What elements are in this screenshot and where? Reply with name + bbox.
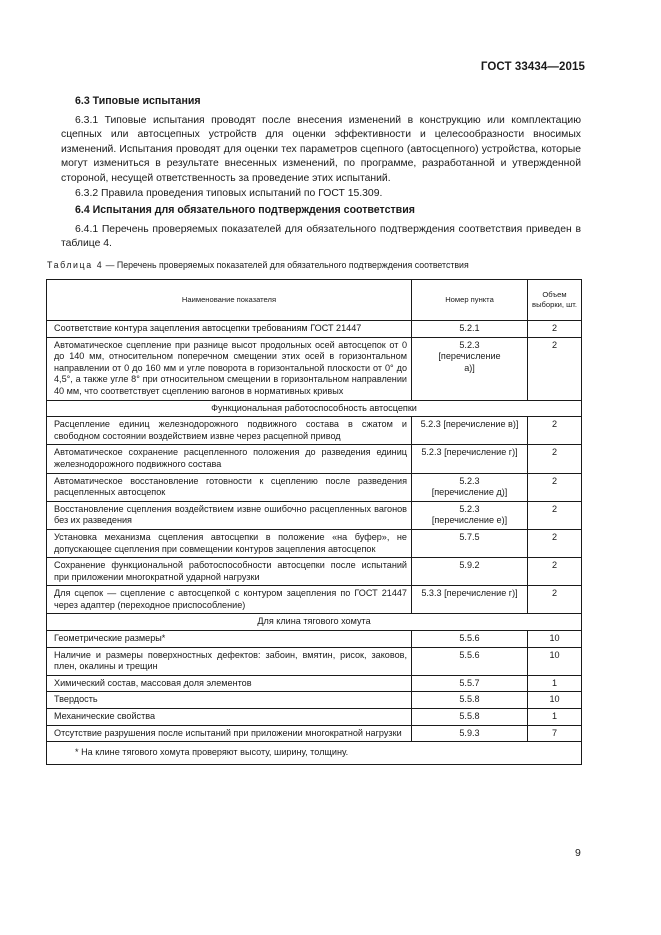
row-clause: 5.3.3 [перечисление г)] [412, 586, 528, 614]
table-footnote-row [47, 742, 582, 765]
row-clause: 5.2.3 [перечисление а)] [412, 337, 528, 400]
table-row [47, 473, 582, 501]
row-clause: 5.5.6 [412, 647, 528, 675]
row-volume: 2 [528, 501, 582, 529]
paragraph-6-3-2: 6.3.2 Правила проведения типовых испытаний по ГОСТ 15.309. [75, 187, 383, 199]
row-volume: 10 [528, 692, 582, 709]
row-clause: 5.9.2 [412, 558, 528, 586]
table-row [47, 647, 582, 675]
row-volume: 2 [528, 558, 582, 586]
row-name: Химический состав, массовая доля элементов [47, 675, 412, 692]
table-row [47, 692, 582, 709]
row-name: Расцепление единиц железнодорожного подвижного состава в сжатом и свободном состоянии воздействием извне через расцепной привод [47, 417, 412, 445]
table-row [47, 417, 582, 445]
row-volume: 2 [528, 321, 582, 338]
column-header-name: Наименование показателя [47, 280, 412, 321]
table-row [47, 586, 582, 614]
row-volume: 10 [528, 631, 582, 648]
table-row [47, 337, 582, 400]
row-volume: 2 [528, 417, 582, 445]
row-name: Автоматическое сцепление при разнице высот продольных осей автосцепок от 0 до 140 мм, относительном поперечном смещении этих осей в горизонтальном направлении от 0 до 160 мм и угле поворота в горизонтальной плоскости от 0° до 4,5°, а также угле 8° при относительном смещении в горизонтальном направлении 40 мм, что соответствует сцеплению вагонов в нормативных кривых [47, 337, 412, 400]
row-clause: 5.2.3 [перечисление д)] [412, 473, 528, 501]
table-row [47, 709, 582, 726]
section-6-4 [61, 203, 581, 252]
table-caption [47, 260, 587, 271]
table-row [47, 501, 582, 529]
table-row [47, 558, 582, 586]
table-row [47, 725, 582, 742]
row-name: Автоматическое восстановление готовности к сцеплению после разведения расцепленных автосцепок [47, 473, 412, 501]
table-caption-text: — Перечень проверяемых показателей для обязательного подтверждения соответствия [103, 260, 469, 270]
row-name: Механические свойства [47, 709, 412, 726]
row-name: Наличие и размеры поверхностных дефектов: забоин, вмятин, рисок, заковов, плен, окалины и трещин [47, 647, 412, 675]
section-6-3 [61, 94, 581, 201]
table-header-row [47, 280, 582, 321]
row-clause: 5.7.5 [412, 529, 528, 557]
row-clause: 5.5.8 [412, 709, 528, 726]
table-footnote: * На клине тягового хомута проверяют высоту, ширину, толщину. [47, 742, 582, 765]
row-volume: 1 [528, 675, 582, 692]
row-clause: 5.2.3 [перечисление е)] [412, 501, 528, 529]
section-6-4-title: 6.4 Испытания для обязательного подтверждения соответствия [75, 204, 415, 216]
row-name: Установка механизма сцепления автосцепки в положение «на буфер», не допускающее сцепления при совмещении контуров зацепления автосцепок [47, 529, 412, 557]
row-name: Сохранение функциональной работоспособности автосцепки после испытаний при приложении многократной ударной нагрузки [47, 558, 412, 586]
column-header-clause: Номер пункта [412, 280, 528, 321]
row-clause: 5.5.8 [412, 692, 528, 709]
section-6-3-title: 6.3 Типовые испытания [75, 95, 201, 107]
row-name: Автоматическое сохранение расцепленного положения до разведения единиц железнодорожного подвижного состава [47, 445, 412, 473]
table-caption-label: Таблица 4 [47, 260, 104, 270]
row-name: Твердость [47, 692, 412, 709]
row-clause: 5.5.6 [412, 631, 528, 648]
row-volume: 10 [528, 647, 582, 675]
row-volume: 1 [528, 709, 582, 726]
row-name: Восстановление сцепления воздействием извне ошибочно расцепленных вагонов без их разведения [47, 501, 412, 529]
group-heading-draft-key: Для клина тягового хомута [47, 614, 582, 631]
row-clause: 5.9.3 [412, 725, 528, 742]
row-volume: 2 [528, 586, 582, 614]
table-group-row [47, 400, 582, 417]
document-number: ГОСТ 33434—2015 [480, 61, 585, 73]
row-volume: 2 [528, 445, 582, 473]
row-name: Для сцепок — сцепление с автосцепкой с контуром зацепления по ГОСТ 21447 через адаптер (переходное приспособление) [47, 586, 412, 614]
requirements-table [46, 279, 582, 765]
row-volume: 2 [528, 529, 582, 557]
row-volume: 2 [528, 337, 582, 400]
row-clause: 5.2.3 [перечисление г)] [412, 445, 528, 473]
row-volume: 7 [528, 725, 582, 742]
column-header-volume: Объем выборки, шт. [528, 280, 582, 321]
table-row [47, 675, 582, 692]
table-row [47, 445, 582, 473]
table-row [47, 321, 582, 338]
row-name: Отсутствие разрушения после испытаний при приложении многократной нагрузки [47, 725, 412, 742]
row-clause: 5.5.7 [412, 675, 528, 692]
row-volume: 2 [528, 473, 582, 501]
row-name: Геометрические размеры* [47, 631, 412, 648]
page-number: 9 [575, 847, 581, 859]
table-row [47, 529, 582, 557]
table-group-row [47, 614, 582, 631]
paragraph-6-3-1: 6.3.1 Типовые испытания проводят после внесения изменений в конструкцию или комплектацию сцепных или автосцепных устройств для оценки эффективности и целесообразности вносимых изменений. Испытания проводят для оценки тех параметров сцепного (автосцепного) устройства, которые могут измениться в результате внесенных изменений, по программе, разработанной и утвержденной стороной, несущей ответственность за проведение этих испытаний. [61, 114, 581, 184]
group-heading-coupler-function: Функциональная работоспособность автосцепки [47, 400, 582, 417]
row-clause: 5.2.3 [перечисление в)] [412, 417, 528, 445]
table-row [47, 631, 582, 648]
paragraph-6-4-1: 6.4.1 Перечень проверяемых показателей для обязательного подтверждения соответствия приведен в таблице 4. [61, 223, 581, 250]
row-name: Соответствие контура зацепления автосцепки требованиям ГОСТ 21447 [47, 321, 412, 338]
row-clause: 5.2.1 [412, 321, 528, 338]
